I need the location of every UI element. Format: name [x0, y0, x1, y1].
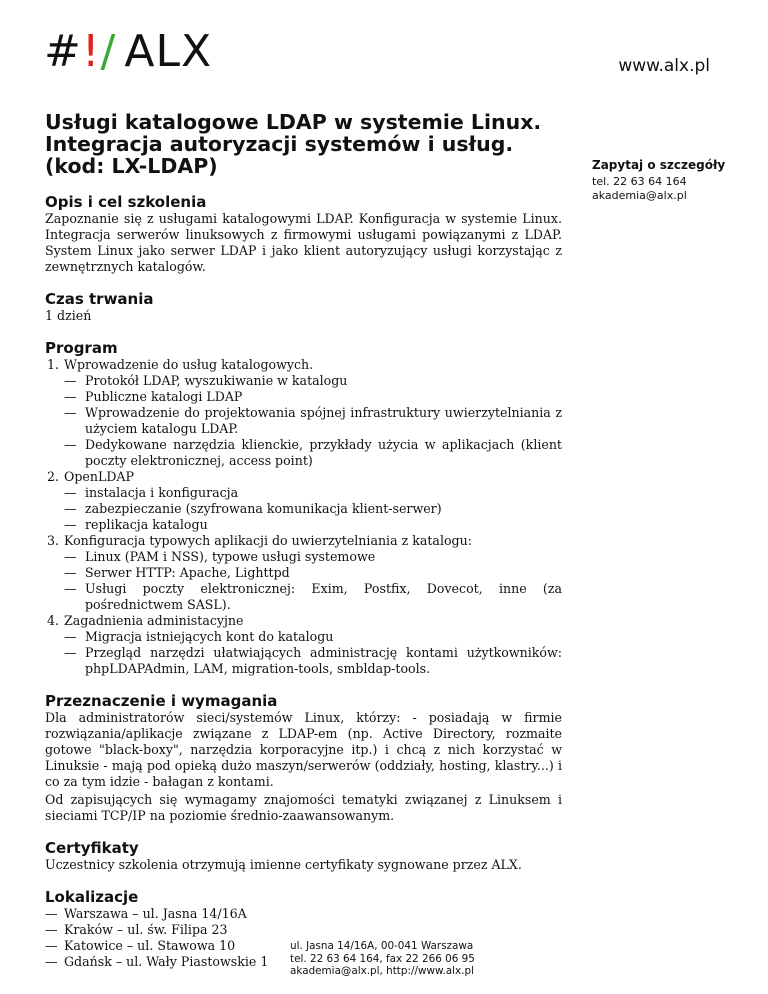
program-subitem: — instalacja i konfiguracja — [64, 485, 562, 501]
program-sublist — [64, 549, 562, 613]
certificates-text: Uczestnicy szkolenia otrzymują imienne certyfikaty sygnowane przez ALX. — [45, 857, 522, 872]
title-line: Integracja autoryzacji systemów i usług. — [45, 132, 514, 156]
requirements-paragraph: Dla administratorów sieci/systemów Linux, którzy: - posiadają w firmie rozwiązania/aplikacje związane z LDAP-em (np. Active Directory, rozmaite gotowe "black-boxy", narzędzia korporacyjne itp.) i chcą z nich korzystać w Linuksie - mają pod opieką dużo maszyn/serwerów (oddziały, hosting, klastry...) i co za tym idzie - bałagan z kontami. — [45, 710, 562, 789]
description-text: Zapoznanie się z usługami katalogowymi LDAP. Konfiguracja w systemie Linux. Integracja serwerów linuksowych z firmowymi usługami powiązanymi z LDAP. System Linux jako serwer LDAP i jako klient autoryzujący usługi korzystając z zewnętrznych katalogów. — [45, 211, 562, 274]
title-line: Usługi katalogowe LDAP w systemie Linux. — [45, 110, 542, 134]
section-heading-certificates: Certyfikaty — [45, 839, 139, 857]
location-item: — Gdańsk – ul. Wały Piastowskie 1 — [45, 954, 562, 970]
program-item — [63, 469, 562, 533]
program-sublist — [64, 373, 562, 469]
section-heading-duration: Czas trwania — [45, 290, 154, 308]
duration-text: 1 dzień — [45, 308, 92, 323]
page-title — [45, 111, 562, 177]
program-subitem: — Protokół LDAP, wyszukiwanie w katalogu — [64, 373, 562, 389]
program-subitem: — Serwer HTTP: Apache, Lighttpd — [64, 565, 562, 581]
requirements-paragraph: Od zapisujących się wymagamy znajomości tematyki związanej z Linuksem i sieciami TCP/IP na poziomie średnio-zaawansowanym. — [45, 792, 562, 823]
program-item-label: Konfiguracja typowych aplikacji do uwierzytelniania z katalogu: — [64, 533, 472, 548]
section-heading-locations: Lokalizacje — [45, 888, 139, 906]
location-item: — Katowice – ul. Stawowa 10 — [45, 938, 562, 954]
footer-address: ul. Jasna 14/16A, 00-041 Warszawa — [290, 940, 474, 952]
logo-bang: ! — [81, 26, 101, 77]
section-heading-description: Opis i cel szkolenia — [45, 193, 207, 211]
program-subitem: — zabezpieczanie (szyfrowana komunikacja klient-serwer) — [64, 501, 562, 517]
program-subitem: — Usługi poczty elektronicznej: Exim, Postfix, Dovecot, inne (za pośrednictwem SASL). — [64, 581, 562, 613]
program-subitem: — Migracja istniejących kont do katalogu — [64, 629, 562, 645]
program-subitem: — Publiczne katalogi LDAP — [64, 389, 562, 405]
main-content — [45, 111, 562, 970]
location-item: — Kraków – ul. św. Filipa 23 — [45, 922, 562, 938]
program-sublist — [64, 485, 562, 533]
program-item — [63, 533, 562, 613]
website-link[interactable]: www.alx.pl — [618, 56, 710, 76]
program-subitem: — Dedykowane narzędzia klienckie, przykłady użycia w aplikacjach (klient poczty elektronicznej, access point) — [64, 437, 562, 469]
contact-heading: Zapytaj o szczegóły — [592, 158, 726, 172]
footer-contact[interactable]: akademia@alx.pl, http://www.alx.pl — [290, 965, 474, 978]
program-sublist — [64, 629, 562, 677]
logo-hash: # — [44, 26, 82, 77]
contact-phone[interactable]: tel. 22 63 64 164 — [592, 175, 687, 188]
program-subitem: — Wprowadzenie do projektowania spójnej infrastruktury uwierzytelniania z użyciem katalogu LDAP. — [64, 405, 562, 437]
title-line: (kod: LX-LDAP) — [45, 154, 218, 178]
contact-email[interactable]: akademia@alx.pl — [592, 189, 687, 202]
program-item — [63, 357, 562, 469]
program-item-label: Zagadnienia administacyjne — [64, 613, 244, 628]
program-item — [63, 613, 562, 677]
logo-word: ALX — [124, 26, 213, 77]
page-footer — [290, 940, 490, 978]
program-subitem: — replikacja katalogu — [64, 517, 562, 533]
alx-logo[interactable] — [44, 26, 212, 78]
contact-box — [592, 157, 762, 203]
program-item-label: Wprowadzenie do usług katalogowych. — [64, 357, 314, 372]
location-item: — Warszawa – ul. Jasna 14/16A — [45, 906, 562, 922]
section-heading-program: Program — [45, 339, 118, 357]
program-subitem: — Przegląd narzędzi ułatwiających administrację kontami użytkowników: phpLDAPAdmin, LAM, migration-tools, smbldap-tools. — [64, 645, 562, 677]
program-list — [45, 357, 562, 677]
footer-phone: tel. 22 63 64 164, fax 22 266 06 95 — [290, 952, 475, 965]
logo-slash: / — [100, 26, 117, 77]
program-item-label: OpenLDAP — [64, 469, 134, 484]
section-heading-requirements: Przeznaczenie i wymagania — [45, 692, 278, 710]
program-subitem: — Linux (PAM i NSS), typowe usługi systemowe — [64, 549, 562, 565]
